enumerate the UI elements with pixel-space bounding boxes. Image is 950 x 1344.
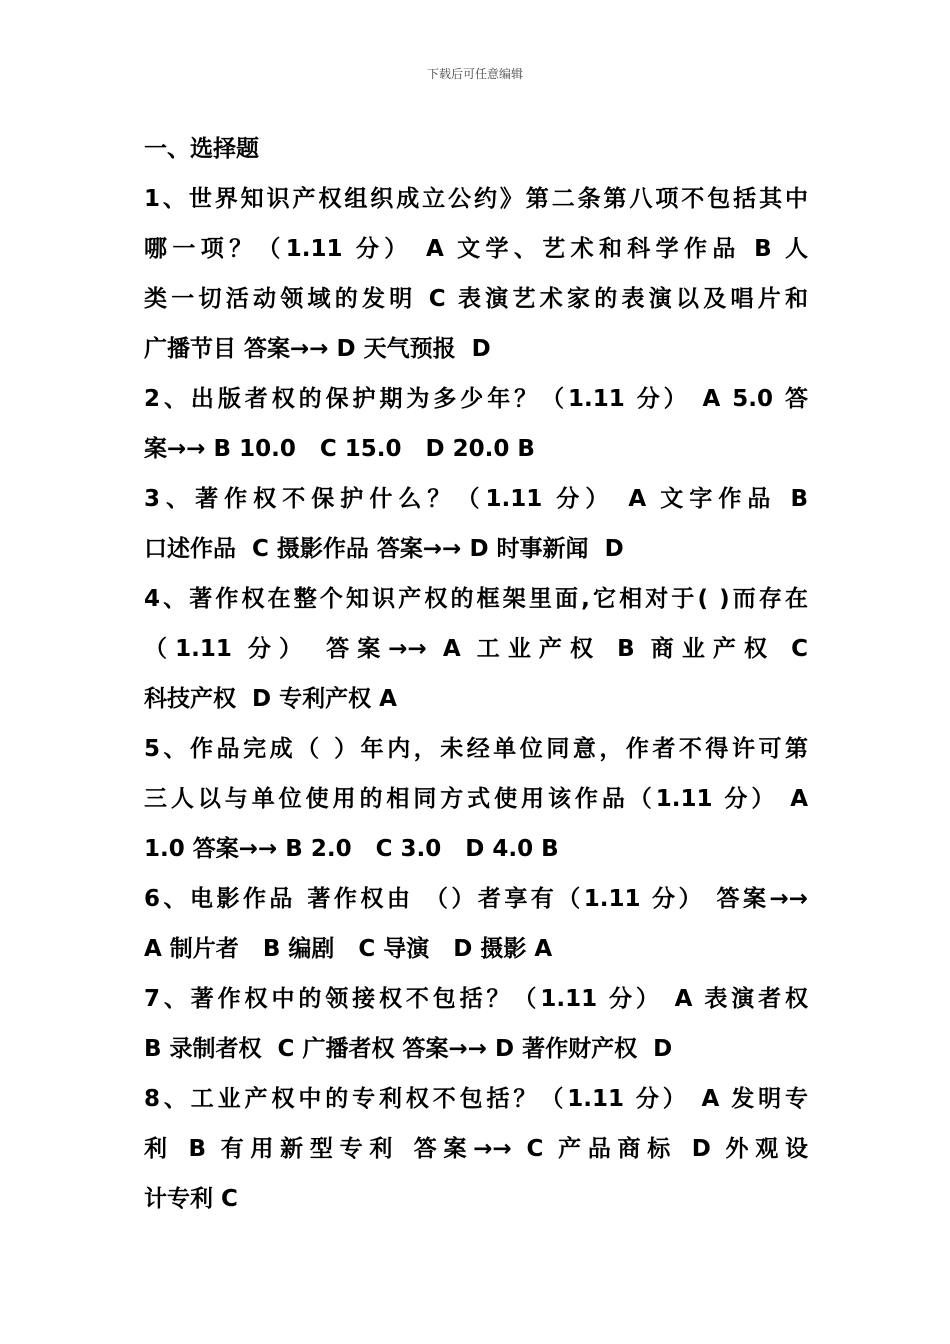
text-line: 三人以与单位使用的相同方式使用该作品（1.11 分） A: [144, 786, 808, 812]
section-title: 一、选择题: [144, 136, 259, 162]
page-header: 下载后可任意编辑: [426, 67, 523, 81]
text-line: 计专利 C: [144, 1186, 238, 1212]
text-line: A 制片者 B 编剧 C 导演 D 摄影 A: [144, 936, 553, 962]
text-line: B 录制者权 C 广播者权 答案→→ D 著作财产权 D: [144, 1036, 673, 1062]
document-body: [144, 124, 808, 1224]
text-line: 4、著作权在整个知识产权的框架里面,它相对于( )而存在: [144, 586, 808, 612]
text-line: 哪一项？（1.11 分） A 文学、艺术和科学作品 B 人: [144, 236, 808, 262]
text-line: 科技产权 D 专利产权 A: [144, 686, 397, 712]
text-line: 广播节目 答案→→ D 天气预报 D: [144, 336, 491, 362]
text-line: 6、电影作品 著作权由 （）者享有（1.11 分） 答案→→: [144, 886, 808, 912]
text-line: 5、作品完成（ ）年内，未经单位同意，作者不得许可第: [144, 736, 808, 762]
text-line: 1、世界知识产权组织成立公约》第二条第八项不包括其中: [144, 186, 808, 212]
text-line: 3、著作权不保护什么？（1.11 分） A 文字作品 B: [144, 486, 808, 512]
text-line: 1.0 答案→→ B 2.0 C 3.0 D 4.0 B: [144, 836, 559, 862]
text-line: 利 B 有用新型专利 答案→→ C 产品商标 D 外观设: [144, 1136, 808, 1162]
text-line: 案→→ B 10.0 C 15.0 D 20.0 B: [144, 436, 535, 462]
text-line: 类一切活动领域的发明 C 表演艺术家的表演以及唱片和: [144, 286, 808, 312]
text-line: 2、出版者权的保护期为多少年？（1.11 分） A 5.0 答: [144, 386, 808, 412]
text-line: 7、著作权中的领接权不包括？（1.11 分） A 表演者权: [144, 986, 808, 1012]
text-line: （1.11 分） 答案→→ A 工业产权 B 商业产权 C: [144, 636, 808, 662]
text-line: 8、工业产权中的专利权不包括？（1.11 分） A 发明专: [144, 1086, 808, 1112]
text-line: 口述作品 C 摄影作品 答案→→ D 时事新闻 D: [144, 536, 624, 562]
